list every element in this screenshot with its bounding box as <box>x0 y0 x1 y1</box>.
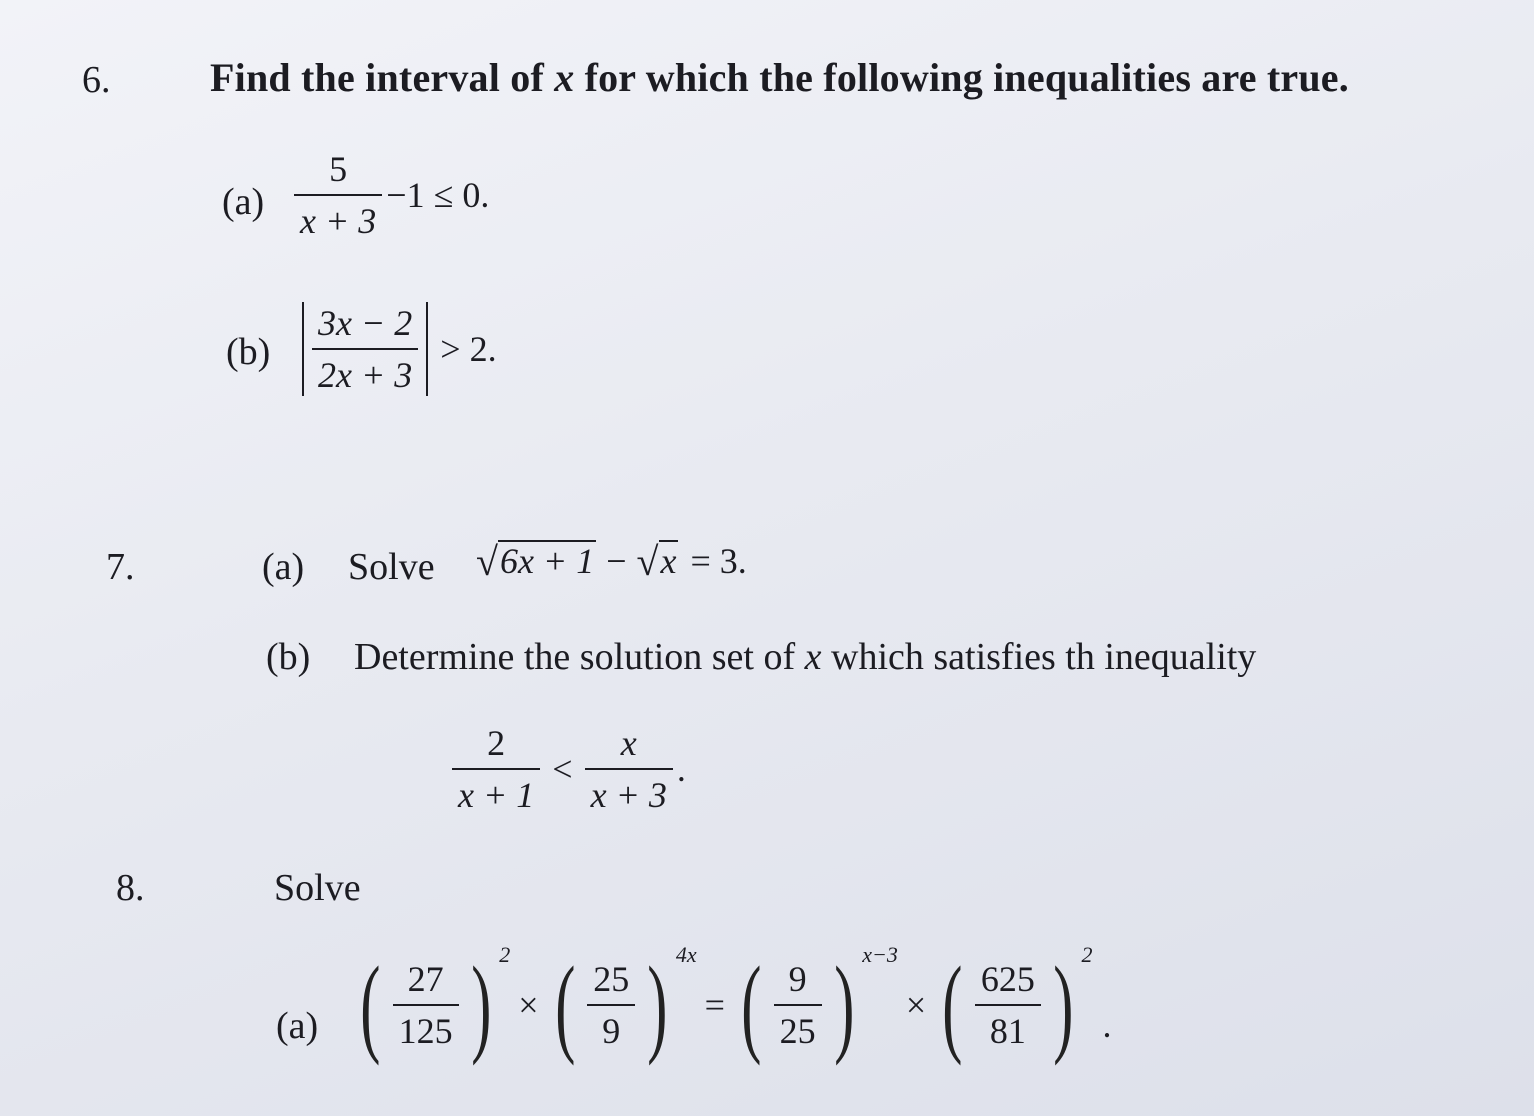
q7b-text-var: x <box>804 636 822 678</box>
q6a-label: (a) <box>222 181 265 223</box>
q8a-f1-exponent: 2 <box>499 942 511 967</box>
right-paren: ) <box>833 944 854 1066</box>
q6b-numerator: 3x − 2 <box>318 303 413 343</box>
q8a-label: (a) <box>276 1005 319 1047</box>
q7b-end: . <box>676 749 686 789</box>
q6a-fraction <box>294 148 382 242</box>
q7b-lhs-numerator: 2 <box>487 723 506 763</box>
left-paren: ( <box>554 944 575 1066</box>
question-6-title-var: x <box>554 55 575 100</box>
question-6-title-text: Find the interval of <box>210 55 555 100</box>
q7b-lhs-fraction <box>452 722 540 816</box>
q8a-fraction-2 <box>587 958 635 1052</box>
q8a-f2-denominator: 9 <box>602 1011 621 1051</box>
q7b-inequality <box>448 722 686 816</box>
q6a-rest: −1 ≤ 0. <box>386 175 490 215</box>
question-6-title <box>210 54 1349 101</box>
q6b-rest: > 2. <box>440 329 497 369</box>
question-8-title: Solve <box>274 867 361 909</box>
q8a-equals: = <box>704 985 725 1025</box>
q8a-fraction-1 <box>393 958 459 1052</box>
q8a-fraction-3 <box>774 958 822 1052</box>
right-paren: ) <box>470 944 492 1066</box>
q8a-f3-exponent: x−3 <box>862 942 898 967</box>
q7a-radicand-1: 6x + 1 <box>499 541 595 582</box>
q8a-end: . <box>1102 1005 1112 1045</box>
q7b-lhs-denominator: x + 1 <box>458 775 535 815</box>
question-7-number: 7. <box>106 546 135 588</box>
q7a-equation <box>474 540 747 582</box>
question-6-number: 6. <box>82 59 111 101</box>
q8a-f4-denominator: 81 <box>989 1011 1026 1051</box>
q7b-less-than: < <box>552 749 573 789</box>
q7a-text: Solve <box>348 546 435 588</box>
q8a-fraction-4 <box>975 958 1041 1052</box>
q8a-f1-numerator: 27 <box>407 959 444 999</box>
q8a-times-1: × <box>518 985 539 1025</box>
q8a-f2-exponent: 4x <box>675 942 697 967</box>
q6a-expression <box>290 148 489 242</box>
q7b-text-end: which satisfies th inequality <box>821 636 1257 678</box>
question-8-number: 8. <box>116 867 145 909</box>
q8a-f1-denominator: 125 <box>398 1011 453 1051</box>
left-paren: ( <box>741 944 762 1066</box>
q8a-equation <box>352 942 1112 1066</box>
q7a-sqrt-1 <box>476 540 596 582</box>
radical-icon: √ <box>636 538 659 584</box>
q8a-f2-numerator: 25 <box>593 959 630 999</box>
q7b-rhs-fraction <box>585 722 673 816</box>
q7b-rhs-denominator: x + 3 <box>590 775 667 815</box>
left-paren: ( <box>942 944 963 1066</box>
q6b-expression <box>298 302 497 396</box>
q7b-text <box>354 635 1256 679</box>
q6b-denominator: 2x + 3 <box>318 355 413 395</box>
right-paren: ) <box>647 944 668 1066</box>
q7a-rest: = 3. <box>690 541 747 581</box>
q8a-f3-denominator: 25 <box>779 1011 816 1051</box>
q6b-absolute-value <box>302 302 428 396</box>
q6b-fraction <box>312 302 418 396</box>
left-paren: ( <box>360 944 381 1066</box>
q7b-text-start: Determine the solution set of <box>354 636 805 678</box>
q6a-numerator: 5 <box>329 149 348 189</box>
q8a-times-2: × <box>905 985 927 1025</box>
radical-icon: √ <box>476 538 498 584</box>
q6a-denominator: x + 3 <box>300 201 377 241</box>
q8a-f4-numerator: 625 <box>980 959 1035 999</box>
q7a-sqrt-2 <box>637 540 679 582</box>
q7b-label: (b) <box>266 636 311 678</box>
q7a-minus: − <box>606 541 627 581</box>
q7b-rhs-numerator: x <box>620 723 637 763</box>
question-6-title-text-end: for which the following inequalities are true. <box>574 55 1349 100</box>
q8a-f3-numerator: 9 <box>788 959 807 999</box>
q6b-label: (b) <box>226 331 271 373</box>
q7a-radicand-2: x <box>660 541 677 582</box>
right-paren: ) <box>1053 944 1074 1066</box>
q7a-label: (a) <box>262 546 305 588</box>
q8a-f4-exponent: 2 <box>1081 942 1093 967</box>
